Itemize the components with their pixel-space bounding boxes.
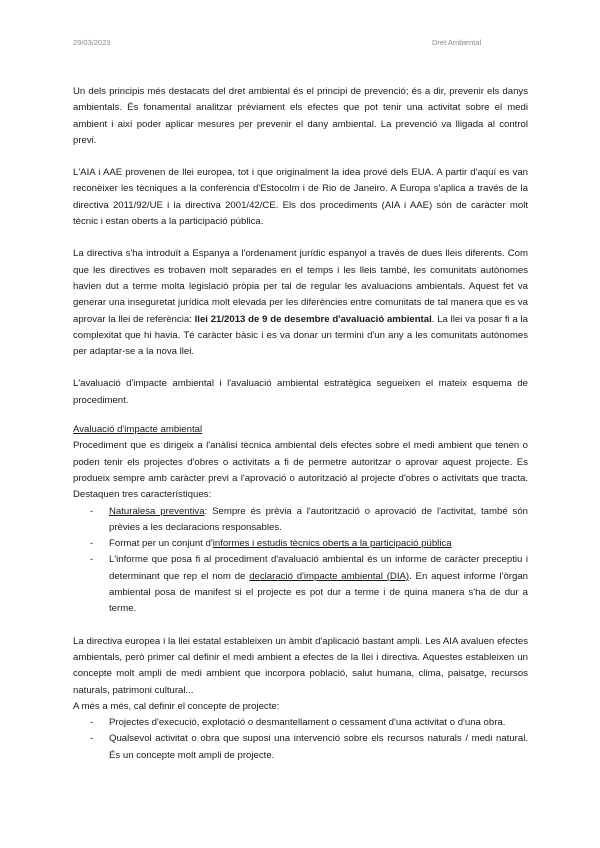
list-item — [73, 504, 528, 537]
paragraph-eia-definition: Procediment que es dirigeix a l'anàlisi tècnica ambiental dels efectes sobre el medi ambient que tenen o poden tenir els projectes d'obres o activitats a fi de permetre autoritzar o aprovar aquest projecte. Es produeix sempre amb caràcter previ a l'aprovació o autorització al projecte d'obres o activitats que tracta. Destaquen tres característiques: — [73, 440, 528, 501]
list-item-underlined: informes i estudis tècnics oberts a la participació pública — [212, 538, 452, 550]
list-item-text: . En aquest informe l'òrgan ambiental posa de manifest si el projecte es pot dur a terme i de quina manera s'ha de dur a terme. — [109, 570, 528, 615]
list-item-underlined: declaració d'impacte ambiental (DIA) — [249, 570, 410, 582]
paragraph-directive — [73, 246, 528, 360]
paragraph-directive-text-b: . La llei va posar fi a la complexitat que hi havia. Té caràcter bàsic i es va donar un termini d'un any a les comunitats autònomes per adaptar-se a la nova llei. — [73, 313, 528, 358]
paragraph-prevention: Un dels principis més destacats del dret ambiental és el principi de prevenció; és a dir, prevenir els danys ambientals. És fonamental analitzar prèviament els efectes que pot tenir una activitat sobre el medi ambient i així poder aplicar mesures per prevenir el dany ambiental. La prevenció va lligada al control previ. — [73, 86, 528, 146]
paragraph-project-concept: A més a més, cal definir el concepte de projecte: — [73, 700, 280, 712]
paragraph-directive-text-a: La directiva s'ha introduït a Espanya a l'ordenament jurídic espanyol a través de dues lleis diferents. Com que les directives es trobaven molt separades en el temps i les lleis també, les comunitats autònomes havien dut a terme molta legislació pròpia per tal de regular les avaluacions ambientals. Aquest fet va generar una inseguretat jurídica molt elevada per les diferències entre comunitats de tal manera que es va aprovar la llei de referència: — [73, 248, 528, 325]
list-item — [73, 552, 528, 617]
list-item: - Qualsevol activitat o obra que suposi una intervenció sobre els recursos naturals / medi natural. És un concepte molt ampli de projecte. — [73, 731, 528, 764]
paragraph-procedure: L'avaluació d'impacte ambiental i l'avaluació ambiental estratègica segueixen el mateix esquema de procediment. — [73, 378, 528, 406]
header-date: 29/03/2023 — [73, 38, 111, 47]
list-item-text: : Sempre és prèvia a l'autorització o aprovació de l'activitat, també són prèvies a les declaracions responsables. — [109, 505, 528, 533]
list-item-text: L'informe que posa fi al procediment d'avaluació ambiental és un informe de caràcter preceptiu i determinant que rep el nom de — [109, 554, 528, 582]
list-item — [73, 536, 528, 552]
paragraph-scope: La directiva europea i la llei estatal estableixen un àmbit d'aplicació bastant ampli. Les AIA avaluen efectes ambientals, però primer cal definir el medi ambient a efectes de la llei i directiva. Aquestes estableixen un concepte molt ampli de medi ambient que incorpora població, salut humana, clima, paisatge, recursos naturals, patrimoni cultural... — [73, 635, 528, 696]
paragraph-aia-aae: L'AIA i AAE provenen de llei europea, tot i que originalment la idea prové dels EUA. A partir d'aquí es van reconèixer les tècniques a la conferència d'Estocolm i de Rio de Janeiro. A Europa s'aplica a través de la directiva 2011/92/UE i la directiva 2001/42/CE. Els dos procediments (AIA i AAE) són de caràcter molt tècnic i estan oberts a la participació pública. — [73, 167, 528, 228]
document-body — [73, 84, 528, 764]
list-item: - Projectes d'execució, explotació o desmantellament o cessament d'una activitat o d'una obra. — [73, 715, 528, 731]
header-subject: Dret Ambiental — [432, 38, 482, 47]
law-reference: llei 21/2013 de 9 de desembre d'avaluació ambiental — [194, 313, 432, 325]
characteristics-list — [73, 504, 528, 618]
section-heading: Avaluació d'impacte ambiental — [73, 424, 203, 436]
project-list — [73, 715, 528, 764]
list-item-text: Format per un conjunt d' — [109, 538, 213, 550]
list-item-underlined: Naturalesa preventiva — [109, 505, 205, 517]
